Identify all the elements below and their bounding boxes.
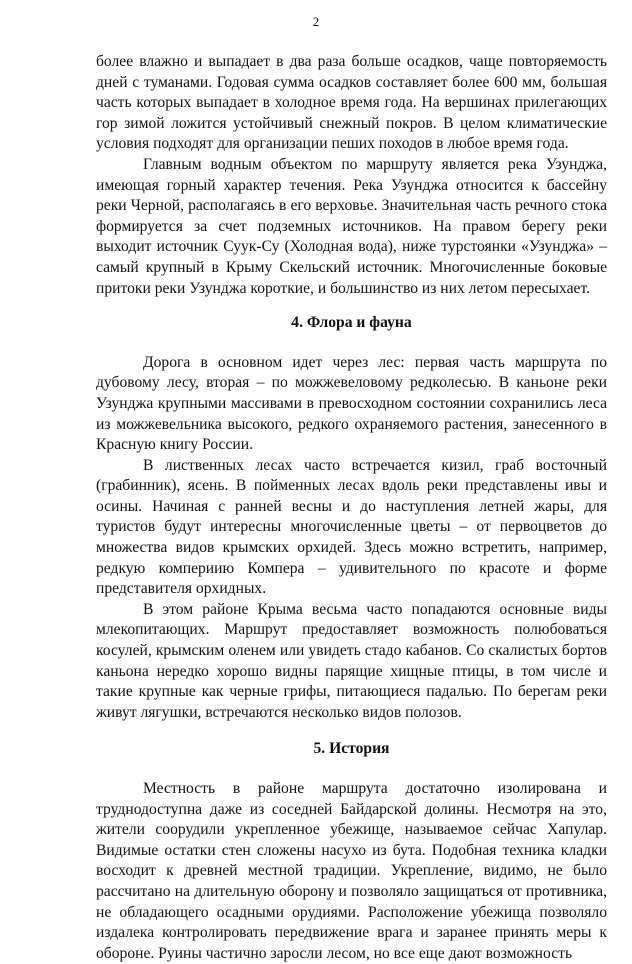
page-number: 2 [312,14,320,29]
section-heading-flora: 4. Флора и фауна [291,314,412,332]
intro-paragraph: более влажно и выпадает в два раза больше осадков, чаще повторяемость дней с туманами. Годовая сумма осадков составляет более 600 мм, большая часть которых выпадает в холодное время года. На вершинах прилегающих гор зимой ложится устойчивый снежный покров. В целом климатические условия подходят для организации пеших походов в любое время года. [96,53,607,153]
flora-paragraph-1: Дорога в основном идет через лес: первая часть маршрута по дубовому лесу, вторая – по можжевеловому редколесью. В каньоне реки Узунджа крупными массивами в превосходном состоянии сохранились леса из можжевельника высокого, редкого охраняемого растения, занесенного в Красную книгу России. [96,353,607,454]
flora-paragraph-3: В этом районе Крыма весьма часто попадаются основные виды млекопитающих. Маршрут предоставляет возможность полюбоваться косулей, крымским оленем или увидеть стадо кабанов. Со скалистых бортов каньона нередко хорошо видны парящие хищные птицы, в том числе и такие крупные как черные грифы, питающиеся падалью. По берегам реки живут лягушки, встречаются несколько видов полозов. [96,600,607,721]
document-body [96,52,607,964]
flora-paragraph-2: В лиственных лесах часто встречается кизил, граб восточный (грабинник), ясень. В пойменных лесах вдоль реки представлены ивы и осины. Начиная с ранней весны и до наступления летней жары, для туристов будут интересны многочисленные цветы – от первоцветов до множества видов крымских орхидей. Здесь можно встретить, например, редкую компериию Компера – удивительного по красоте и форме представителя орхидных. [96,456,607,598]
water-paragraph: Главным водным объектом по маршруту является река Узунджа, имеющая горный характер течения. Река Узунджа относится к бассейну реки Черной, располагаясь в его верховье. Значительная часть речного стока формируется за счет подземных источников. На правом берегу реки выходит источник Суук-Су (Холодная вода), ниже турстоянки «Узунджа» – самый крупный в Крыму Скельский источник. Многочисленные боковые притоки реки Узунджа короткие, и большинство из них летом пересыхает. [96,155,607,297]
section-heading-history: 5. История [313,740,390,758]
history-paragraph-1: Местность в районе маршрута достаточно изолирована и труднодоступна даже из соседней Байдарской долины. Несмотря на это, жители соорудили укрепленное убежище, называемое сейчас Хапулар. Видимые остатки стен сложены насухо из бута. Подобная техника кладки восходит к древней местной традиции. Укрепление, видимо, не было рассчитано на длительную оборону и позволяло защищаться от противника, не обладающего осадными орудиями. Расположение убежища позволяло издалека контролировать передвижение врага и заранее принять меры к обороне. Руины частично заросли лесом, но все еще дают возможность [96,780,607,962]
